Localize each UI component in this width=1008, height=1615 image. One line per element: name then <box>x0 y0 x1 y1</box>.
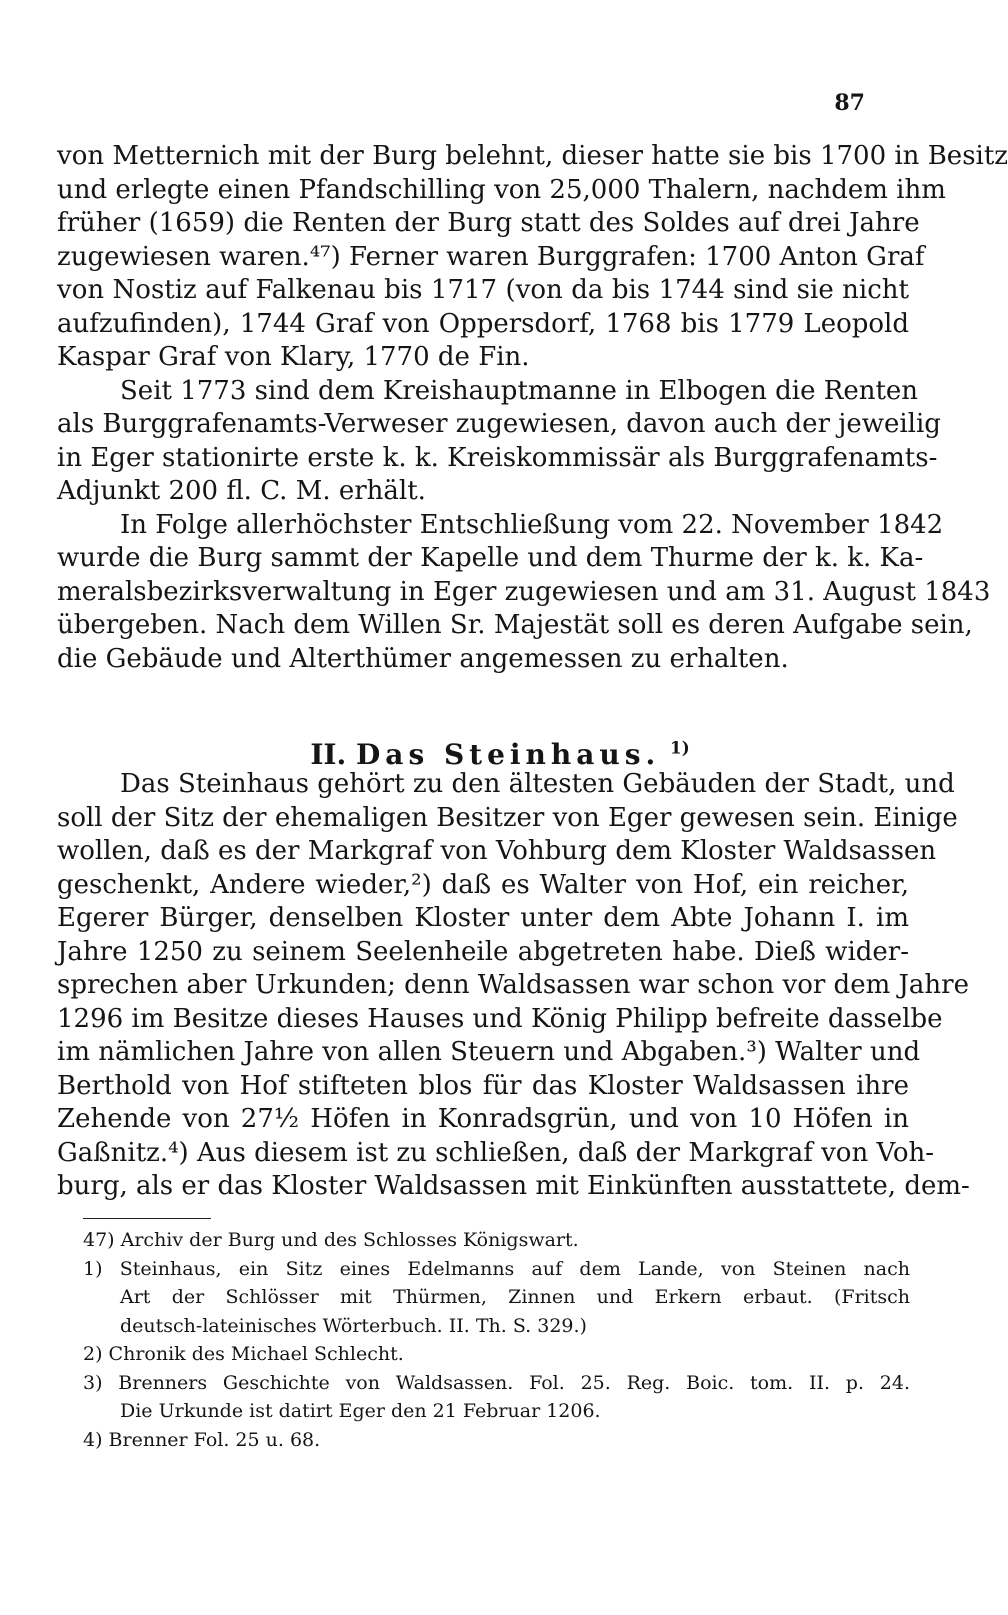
text-line: sprechen aber Urkunden; denn Waldsassen war schon vor dem Jahre <box>57 970 969 1000</box>
body-text-steinhaus <box>57 768 970 1204</box>
text-line: aufzufinden), 1744 Graf von Oppersdorf, 1768 bis 1779 Leopold <box>57 308 909 339</box>
footnote-marker: 1) <box>670 737 690 758</box>
footnotes <box>83 1226 910 1454</box>
text-line: meralsbezirksverwaltung in Eger zugewiesen und am 31. August 1843 <box>57 576 991 607</box>
text-line: in Eger stationirte erste k. k. Kreiskommissär als Burggrafenamts- <box>57 442 938 473</box>
text-line: übergeben. Nach dem Willen Sr. Majestät soll es deren Aufgabe sein, <box>57 610 973 640</box>
footnote-line: 1) Steinhaus, ein Sitz eines Edelmanns auf dem Lande, von Steinen nach <box>83 1257 910 1280</box>
footnote-line: 3) Brenners Geschichte von Waldsassen. Fol. 25. Reg. Boic. tom. II. p. 24. <box>83 1371 910 1394</box>
text-line: burg, als er das Kloster Waldsassen mit Einkünften ausstattete, dem- <box>57 1171 970 1201</box>
text-line: als Burggrafenamts-Verweser zugewiesen, davon auch der jeweilig <box>57 409 941 439</box>
text-line: zugewiesen waren.⁴⁷) Ferner waren Burggrafen: 1700 Anton Graf <box>57 241 925 272</box>
footnote-line: 2) Chronik des Michael Schlecht. <box>83 1343 404 1365</box>
text-line: Kaspar Graf von Klary, 1770 de Fin. <box>57 342 530 372</box>
paragraph-burggrafen <box>57 140 1008 375</box>
text-line: wollen, daß es der Markgraf von Vohburg dem Kloster Waldsassen <box>57 836 937 866</box>
text-line: soll der Sitz der ehemaligen Besitzer von Eger gewesen sein. Einige <box>57 802 958 833</box>
text-line: geschenkt, Andere wieder,²) daß es Walter von Hof, ein reicher, <box>57 869 909 900</box>
text-line: Jahre 1250 zu seinem Seelenheile abgetreten habe. Dieß wider- <box>57 936 909 967</box>
paragraph-steinhaus <box>57 768 970 1204</box>
section-numeral: II. <box>310 738 347 771</box>
footnote-separator <box>83 1218 211 1219</box>
text-line: Zehende von 27½ Höfen in Konradsgrün, und von 10 Höfen in <box>57 1104 909 1134</box>
text-line: Gaßnitz.⁴) Aus diesem ist zu schließen, daß der Markgraf von Voh- <box>57 1137 935 1168</box>
text-line: wurde die Burg sammt der Kapelle und dem Thurme der k. k. Ka- <box>57 543 924 573</box>
body-text <box>57 140 1008 676</box>
text-line: Adjunkt 200 fl. C. M. erhält. <box>57 476 426 506</box>
page-number: 87 <box>834 90 865 116</box>
section-heading <box>0 738 1000 771</box>
footnote-line: deutsch-lateinisches Wörterbuch. II. Th. S. 329.) <box>120 1314 587 1337</box>
text-line: von Metternich mit der Burg belehnt, dieser hatte sie bis 1700 in Besitz <box>57 141 1008 171</box>
footnote-line: Die Urkunde ist datirt Eger den 21 Februar 1206. <box>120 1400 601 1422</box>
text-line: Berthold von Hof stifteten blos für das Kloster Waldsassen ihre <box>57 1070 909 1101</box>
text-line: Seit 1773 sind dem Kreishauptmanne in Elbogen die Renten <box>120 375 919 406</box>
text-line: die Gebäude und Alterthümer angemessen zu erhalten. <box>57 643 789 674</box>
footnote-line: 47) Archiv der Burg und des Schlosses Königswart. <box>83 1229 579 1251</box>
text-line: im nämlichen Jahre von allen Steuern und Abgaben.³) Walter und <box>57 1037 921 1067</box>
text-line: von Nostiz auf Falkenau bis 1717 (von da bis 1744 sind sie nicht <box>57 275 909 305</box>
footnote-line: Art der Schlösser mit Thürmen, Zinnen und Erkern erbaut. (Fritsch <box>120 1286 910 1308</box>
text-line: Das Steinhaus gehört zu den ältesten Gebäuden der Stadt, und <box>120 769 955 799</box>
footnote-line: 4) Brenner Fol. 25 u. 68. <box>83 1428 321 1451</box>
text-line: In Folge allerhöchster Entschließung vom 22. November 1842 <box>120 509 944 540</box>
paragraph-renten <box>57 375 941 509</box>
text-line: Egerer Bürger, denselben Kloster unter dem Abte Johann I. im <box>57 903 909 933</box>
text-line: und erlegte einen Pfandschilling von 25,000 Thalern, nachdem ihm <box>57 174 946 205</box>
text-line: früher (1659) die Renten der Burg statt des Soldes auf drei Jahre <box>57 208 920 238</box>
text-line: 1296 im Besitze dieses Hauses und König Philipp befreite dasselbe <box>57 1003 943 1034</box>
paragraph-entschliessung <box>57 509 991 677</box>
section-title: Das Steinhaus. <box>356 738 661 771</box>
